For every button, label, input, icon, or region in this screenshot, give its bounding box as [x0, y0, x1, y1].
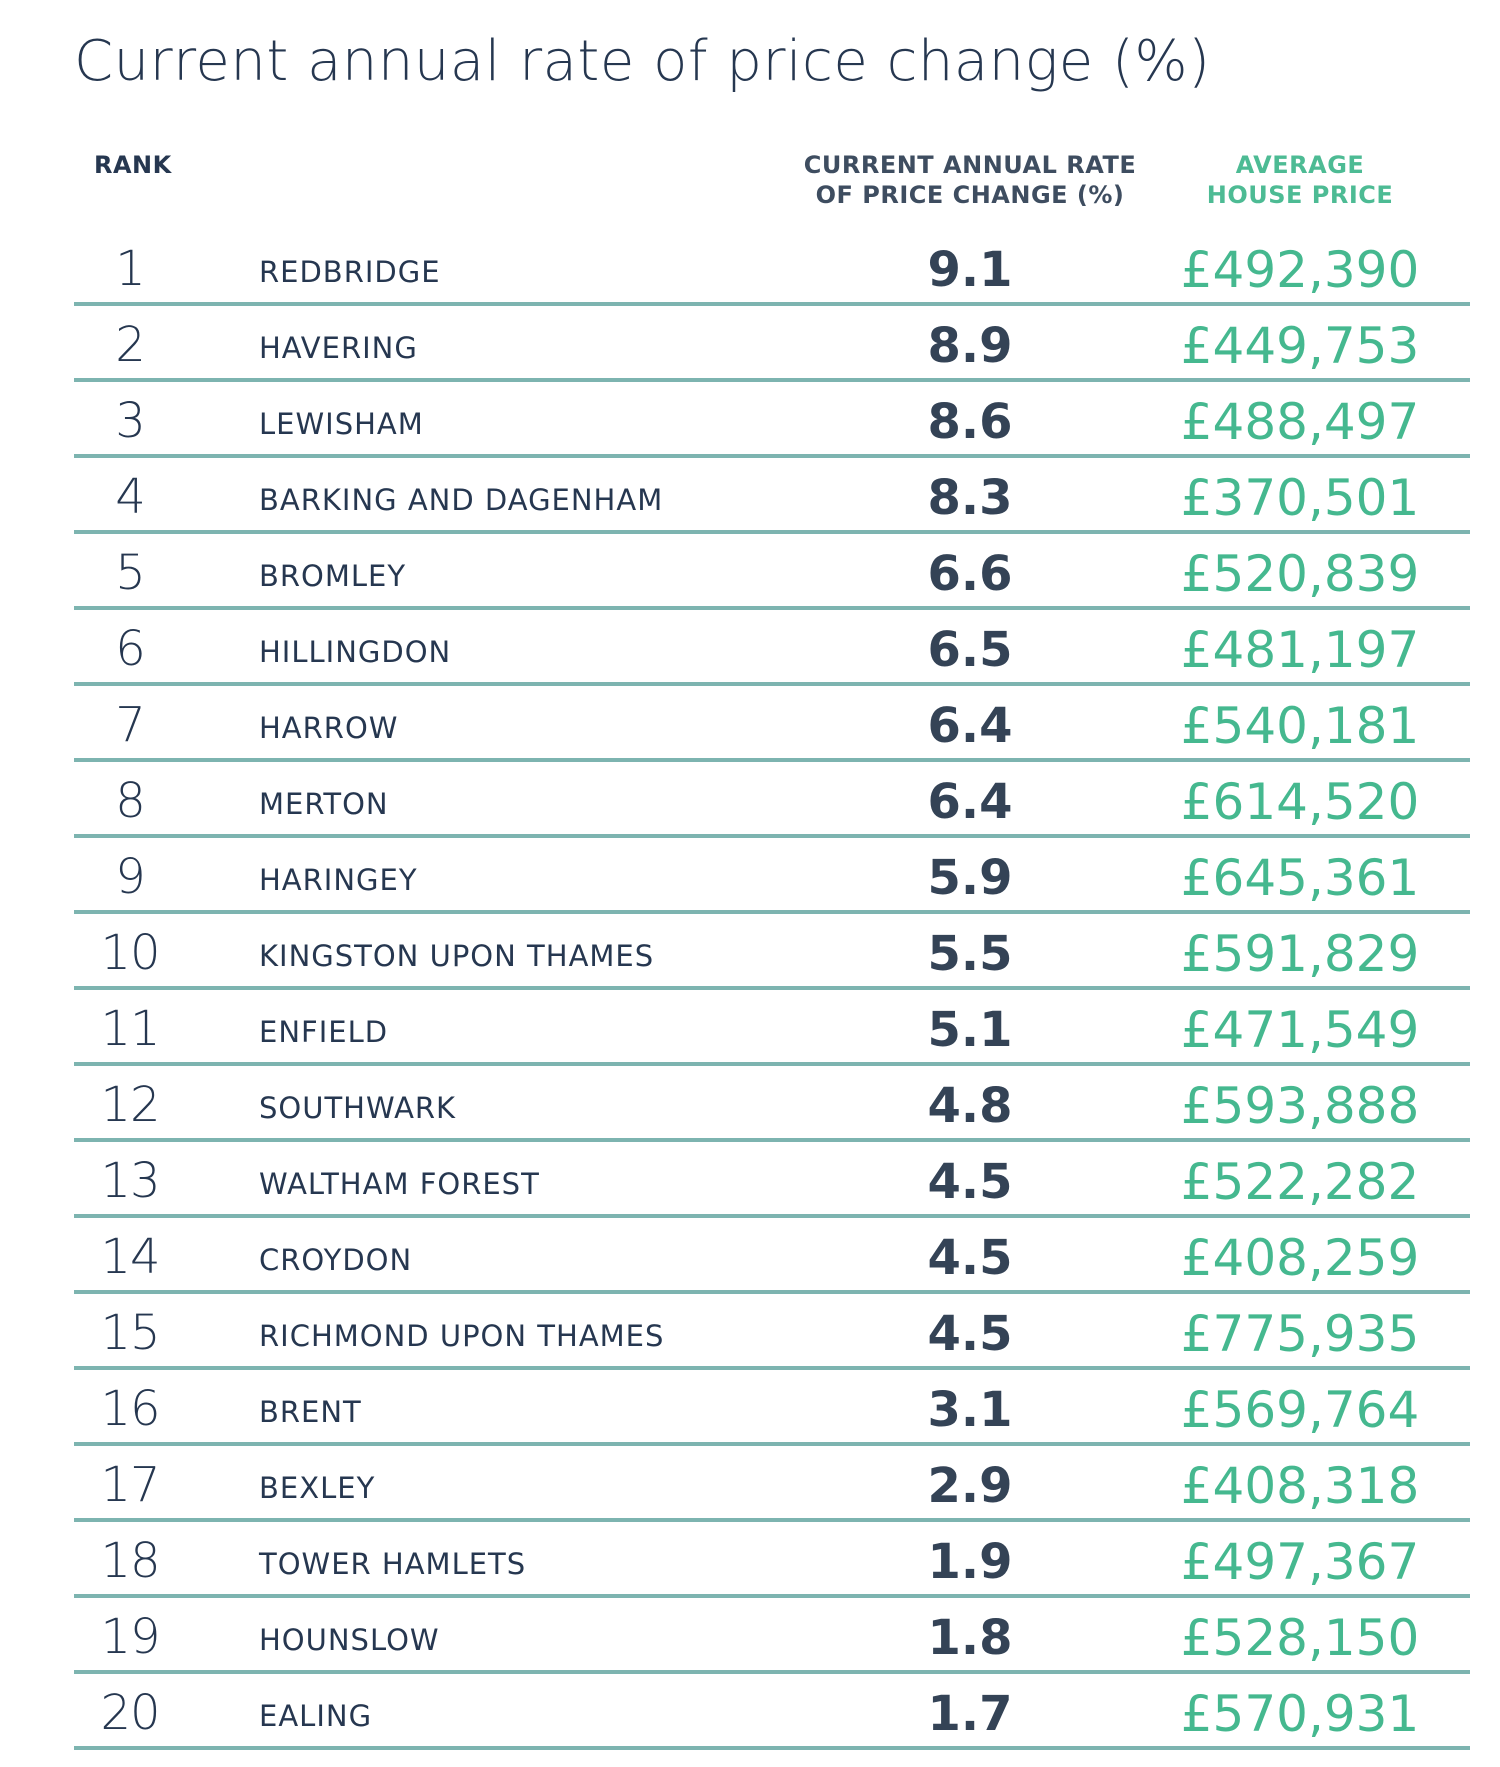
rank-cell: 4 — [115, 469, 145, 525]
table-row — [74, 762, 1470, 838]
table-row — [74, 838, 1470, 914]
price-cell: £370,501 — [1180, 469, 1420, 527]
rate-cell: 5.9 — [927, 850, 1013, 906]
page-title: Current annual rate of price change (%) — [74, 29, 1211, 94]
table-row — [74, 1446, 1470, 1522]
rank-cell: 17 — [100, 1457, 160, 1513]
borough-cell: HARROW — [259, 711, 399, 745]
table-row — [74, 990, 1470, 1066]
rank-cell: 11 — [100, 1001, 160, 1057]
table-row — [74, 1522, 1470, 1598]
price-cell: £540,181 — [1180, 697, 1420, 755]
price-cell: £775,935 — [1180, 1305, 1420, 1363]
borough-cell: KINGSTON UPON THAMES — [259, 939, 655, 973]
rank-cell: 3 — [115, 393, 145, 449]
table-row — [74, 1598, 1470, 1674]
price-cell: £408,259 — [1180, 1229, 1420, 1287]
price-cell: £591,829 — [1180, 925, 1420, 983]
borough-cell: SOUTHWARK — [259, 1091, 457, 1125]
price-header-line2: HOUSE PRICE — [1206, 181, 1394, 209]
rate-cell: 6.4 — [927, 698, 1013, 754]
rank-cell: 2 — [115, 317, 145, 373]
borough-cell: HAVERING — [259, 331, 418, 365]
table-row — [74, 306, 1470, 382]
rate-cell: 1.7 — [927, 1686, 1013, 1742]
rank-cell: 19 — [100, 1609, 160, 1665]
borough-cell: BEXLEY — [259, 1471, 376, 1505]
rate-cell: 5.1 — [927, 1002, 1013, 1058]
borough-cell: ENFIELD — [259, 1015, 389, 1049]
table-row — [74, 1142, 1470, 1218]
price-cell: £492,390 — [1180, 241, 1420, 299]
rank-cell: 18 — [100, 1533, 160, 1589]
table-row — [74, 686, 1470, 762]
borough-cell: REDBRIDGE — [259, 255, 441, 289]
borough-cell: LEWISHAM — [259, 407, 424, 441]
price-cell: £569,764 — [1180, 1381, 1420, 1439]
borough-cell: BRENT — [259, 1395, 362, 1429]
borough-cell: TOWER HAMLETS — [259, 1547, 527, 1581]
borough-cell: HOUNSLOW — [259, 1623, 440, 1657]
price-cell: £488,497 — [1180, 393, 1420, 451]
table-row — [74, 382, 1470, 458]
rank-cell: 8 — [115, 773, 145, 829]
rate-cell: 6.6 — [927, 546, 1013, 602]
borough-cell: BROMLEY — [259, 559, 407, 593]
price-cell: £522,282 — [1180, 1153, 1420, 1211]
rank-cell: 14 — [100, 1229, 160, 1285]
table-row — [74, 458, 1470, 534]
price-cell: £593,888 — [1180, 1077, 1420, 1135]
rank-cell: 16 — [100, 1381, 160, 1437]
table-row — [74, 534, 1470, 610]
price-cell: £471,549 — [1180, 1001, 1420, 1059]
table-row — [74, 1066, 1470, 1142]
table-row — [74, 1294, 1470, 1370]
rate-cell: 4.5 — [927, 1230, 1013, 1286]
table-row — [74, 230, 1470, 306]
rate-header-line2: OF PRICE CHANGE (%) — [815, 181, 1125, 209]
ranking-table — [74, 230, 1470, 1750]
rate-cell: 9.1 — [927, 242, 1013, 298]
price-cell: £408,318 — [1180, 1457, 1420, 1515]
price-cell: £645,361 — [1180, 849, 1420, 907]
rate-cell: 8.9 — [927, 318, 1013, 374]
borough-cell: HILLINGDON — [259, 635, 452, 669]
rank-header-label: RANK — [94, 151, 172, 179]
rank-cell: 5 — [115, 545, 145, 601]
table-row — [74, 914, 1470, 990]
rate-cell: 4.5 — [927, 1154, 1013, 1210]
price-cell: £520,839 — [1180, 545, 1420, 603]
rate-cell: 6.4 — [927, 774, 1013, 830]
price-cell: £449,753 — [1180, 317, 1420, 375]
rate-column-header — [800, 150, 1140, 210]
rate-header-line1: CURRENT ANNUAL RATE — [803, 151, 1137, 179]
borough-cell: WALTHAM FOREST — [259, 1167, 540, 1201]
price-cell: £481,197 — [1180, 621, 1420, 679]
borough-cell: EALING — [259, 1699, 373, 1733]
rate-cell: 1.8 — [927, 1610, 1013, 1666]
table-row — [74, 1218, 1470, 1294]
rate-cell: 8.3 — [927, 470, 1013, 526]
borough-cell: MERTON — [259, 787, 389, 821]
price-cell: £570,931 — [1180, 1685, 1420, 1743]
borough-cell: HARINGEY — [259, 863, 418, 897]
table-row — [74, 1370, 1470, 1446]
rank-column-header — [94, 150, 172, 180]
rank-cell: 15 — [100, 1305, 160, 1361]
rank-cell: 13 — [100, 1153, 160, 1209]
rank-cell: 6 — [115, 621, 145, 677]
rank-cell: 10 — [100, 925, 160, 981]
rate-cell: 1.9 — [927, 1534, 1013, 1590]
table-row — [74, 1674, 1470, 1750]
rate-cell: 6.5 — [927, 622, 1013, 678]
table-row — [74, 610, 1470, 686]
price-cell: £497,367 — [1180, 1533, 1420, 1591]
rank-cell: 9 — [115, 849, 145, 905]
rank-cell: 20 — [100, 1685, 160, 1741]
borough-cell: RICHMOND UPON THAMES — [259, 1319, 665, 1353]
rate-cell: 5.5 — [927, 926, 1013, 982]
borough-cell: BARKING AND DAGENHAM — [259, 483, 664, 517]
rate-cell: 2.9 — [927, 1458, 1013, 1514]
borough-cell: CROYDON — [259, 1243, 413, 1277]
rank-cell: 1 — [115, 241, 145, 297]
rate-cell: 4.5 — [927, 1306, 1013, 1362]
rate-cell: 4.8 — [927, 1078, 1013, 1134]
rate-cell: 3.1 — [927, 1382, 1013, 1438]
rank-cell: 12 — [100, 1077, 160, 1133]
price-cell: £614,520 — [1180, 773, 1420, 831]
rank-cell: 7 — [115, 697, 145, 753]
price-header-line1: AVERAGE — [1235, 151, 1365, 179]
price-cell: £528,150 — [1180, 1609, 1420, 1667]
rate-cell: 8.6 — [927, 394, 1013, 450]
price-column-header — [1180, 150, 1420, 210]
